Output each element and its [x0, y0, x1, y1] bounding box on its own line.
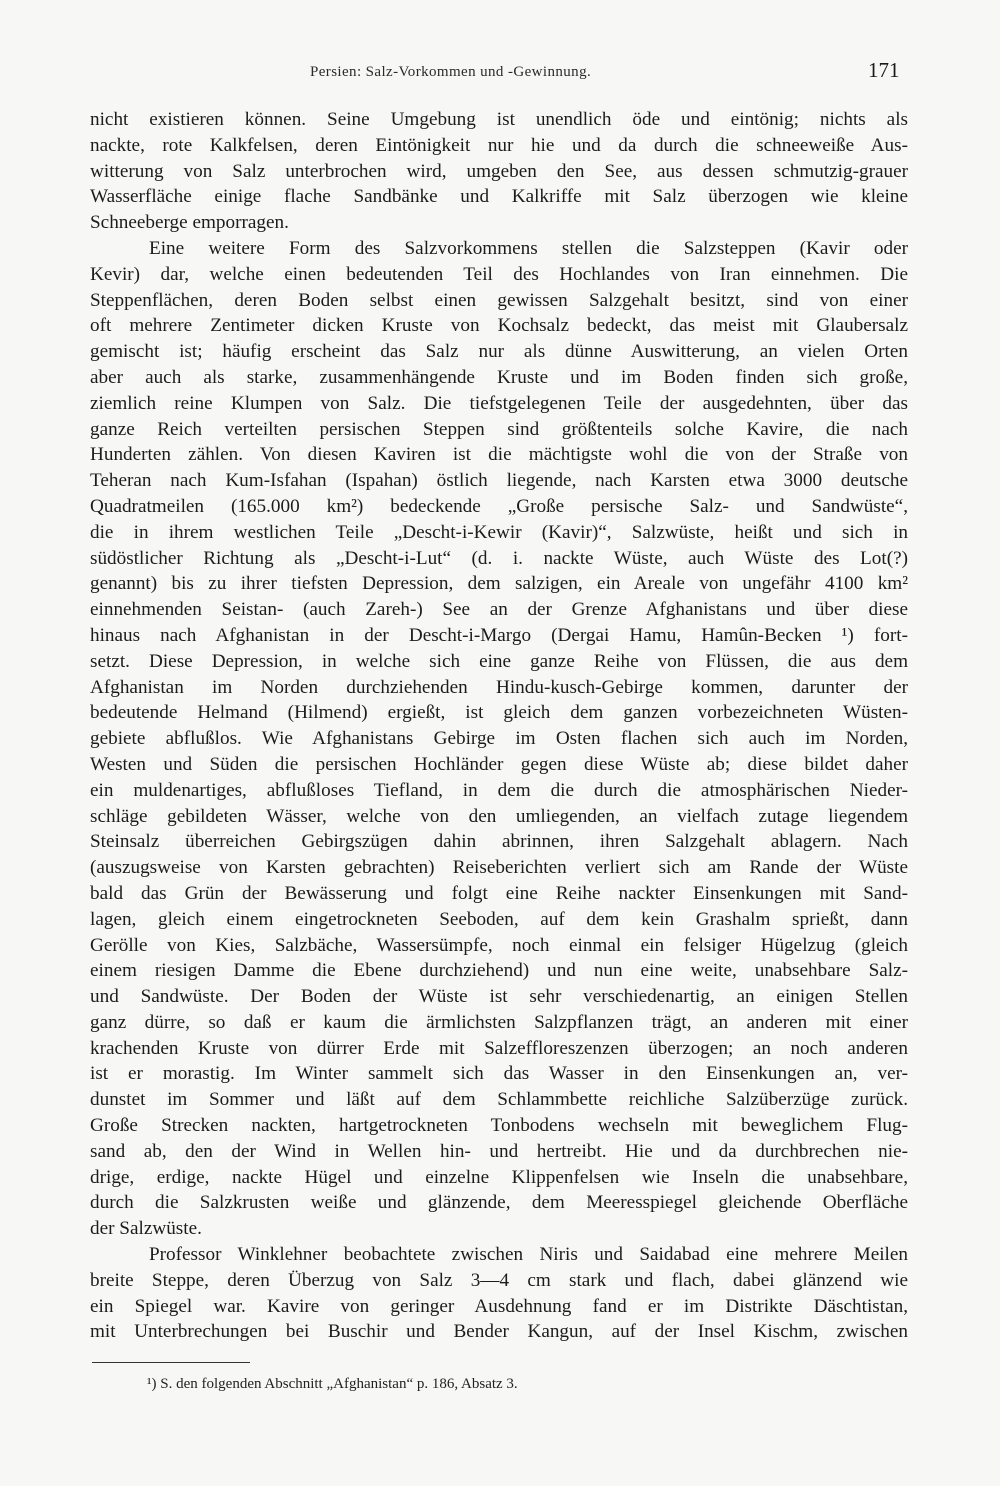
text-line: mit Unterbrechungen bei Buschir und Bender Kangun, auf der Insel Kischm, zwischen	[90, 1321, 908, 1343]
running-head: Persien: Salz-Vorkommen und -Gewinnung.	[310, 64, 592, 80]
text-line: (auszugsweise von Karsten gebrachten) Reiseberichten verliert sich am Rande der Wüste	[90, 857, 908, 879]
text-line: ist er morastig. Im Winter sammelt sich das Wasser in den Einsenkungen an, ver-	[90, 1063, 908, 1085]
footnote-divider	[92, 1362, 250, 1363]
text-line: krachenden Kruste von dürrer Erde mit Salzeffloreszenzen überzogen; an noch anderen	[90, 1037, 908, 1059]
text-line: gemischt ist; häufig erscheint das Salz nur als dünne Auswitterung, an vielen Orten	[90, 341, 908, 363]
text-line: Teheran nach Kum-Isfahan (Ispahan) östlich liegende, nach Karsten etwa 3000 deutsche	[90, 470, 908, 492]
text-line: die in ihrem westlichen Teile „Descht-i-Kewir (Kavir)“, Salzwüste, heißt und sich in	[90, 521, 908, 543]
text-line: Hunderten zählen. Von diesen Kaviren ist die mächtigste wohl die von der Straße von	[90, 444, 908, 466]
text-line: Westen und Süden die persischen Hochländer gegen diese Wüste ab; diese bildet daher	[90, 753, 908, 775]
text-line: einem riesigen Damme die Ebene durchziehend) und nun eine weite, unabsehbare Salz-	[90, 960, 908, 982]
text-line: Große Strecken nackten, hartgetrockneten Tonbodens wechseln mit beweglichem Flug-	[90, 1115, 908, 1137]
text-line: sand ab, den der Wind in Wellen hin- und hertreibt. Hie und da durchbrechen nie-	[90, 1140, 908, 1162]
text-line: witterung von Salz unterbrochen wird, umgeben den See, aus dessen schmutzig-grauer	[90, 160, 908, 182]
body-text	[90, 107, 908, 1345]
text-line: Professor Winklehner beobachtete zwischen Niris und Saidabad eine mehrere Meilen	[149, 1244, 908, 1266]
text-line: ganze Reich verteilten persischen Steppen sind größtenteils solche Kavire, die nach	[90, 418, 908, 440]
text-line: der Salzwüste.	[90, 1218, 202, 1240]
text-line: hinaus nach Afghanistan in der Descht-i-Margo (Dergai Hamu, Hamûn-Becken ¹) fort-	[90, 624, 908, 646]
text-line: bedeutende Helmand (Hilmend) ergießt, ist gleich dem ganzen vorbezeichneten Wüsten-	[90, 702, 908, 724]
text-line: genannt) bis zu ihrer tiefsten Depression, dem salzigen, ein Areale von ungefähr 4100 km²	[90, 573, 908, 595]
text-line: dunstet im Sommer und läßt auf dem Schlammbette reichliche Salzüberzüge zurück.	[90, 1089, 908, 1111]
footnote: ¹) S. den folgenden Abschnitt „Afghanistan“ p. 186, Absatz 3.	[147, 1376, 518, 1392]
text-line: durch die Salzkrusten weiße und glänzende, dem Meeresspiegel gleichende Oberfläche	[90, 1192, 908, 1214]
text-line: nicht existieren können. Seine Umgebung ist unendlich öde und eintönig; nichts als	[90, 109, 908, 130]
text-line: Afghanistan im Norden durchziehenden Hindu-kusch-Gebirge kommen, darunter der	[90, 676, 908, 698]
text-line: Steinsalz überreichen Gebirgszügen dahin abrinnen, ihren Salzgehalt ablagern. Nach	[90, 831, 908, 853]
text-line: ein Spiegel war. Kavire von geringer Ausdehnung fand er im Distrikte Däschtistan,	[90, 1295, 908, 1317]
text-line: Quadratmeilen (165.000 km²) bedeckende „Große persische Salz- und Sandwüste“,	[90, 495, 908, 517]
text-line: einnehmenden Seistan- (auch Zareh-) See an der Grenze Afghanistans und über diese	[90, 599, 908, 621]
text-line: oft mehrere Zentimeter dicken Kruste von Kochsalz bedeckt, das meist mit Glaubersalz	[90, 315, 908, 337]
text-line: Gerölle von Kies, Salzbäche, Wassersümpfe, noch einmal ein felsiger Hügelzug (gleich	[90, 934, 908, 956]
text-line: ziemlich reine Klumpen von Salz. Die tiefstgelegenen Teile der ausgedehnten, über das	[90, 392, 908, 414]
text-line: breite Steppe, deren Überzug von Salz 3—4 cm stark und flach, dabei glänzend wie	[90, 1269, 908, 1291]
text-line: Schneeberge emporragen.	[90, 212, 289, 234]
text-line: aber auch als starke, zusammenhängende Kruste und im Boden finden sich große,	[90, 366, 908, 388]
text-line: setzt. Diese Depression, in welche sich eine ganze Reihe von Flüssen, die aus dem	[90, 650, 908, 672]
text-line: lagen, gleich einem eingetrockneten Seeboden, auf dem kein Grashalm sprießt, dann	[90, 908, 908, 930]
text-line: schläge gebildeten Wässer, welche von den umliegenden, an vielfach zutage liegendem	[90, 805, 908, 827]
text-line: bald das Grün der Bewässerung und folgt eine Reihe nackter Einsenkungen mit Sand-	[90, 882, 908, 904]
text-line: ganz dürre, so daß er kaum die ärmlichsten Salzpflanzen trägt, an anderen mit einer	[90, 1011, 908, 1033]
text-line: drige, erdige, nackte Hügel und einzelne Klippenfelsen wie Inseln die unabsehbare,	[90, 1166, 908, 1188]
text-line: Eine weitere Form des Salzvorkommens stellen die Salzsteppen (Kavir oder	[149, 237, 908, 259]
text-line: und Sandwüste. Der Boden der Wüste ist sehr verschiedenartig, an einigen Stellen	[90, 986, 908, 1008]
text-line: ein muldenartiges, abflußloses Tiefland, in dem die durch die atmosphärischen Nieder-	[90, 779, 908, 801]
text-line: südöstlicher Richtung als „Descht-i-Lut“ (d. i. nackte Wüste, auch Wüste des Lot(?)	[90, 547, 908, 569]
text-line: Kevir) dar, welche einen bedeutenden Teil des Hochlandes von Iran einnehmen. Die	[90, 263, 908, 285]
page-number: 171	[868, 58, 900, 82]
text-line: Wasserfläche einige flache Sandbänke und Kalkriffe mit Salz überzogen wie kleine	[90, 186, 908, 208]
text-line: Steppenflächen, deren Boden selbst einen gewissen Salzgehalt besitzt, sind von einer	[90, 289, 908, 311]
text-line: nackte, rote Kalkfelsen, deren Eintönigkeit nur hie und da durch die schneeweiße Aus-	[90, 134, 908, 156]
text-line: gebiete abflußlos. Wie Afghanistans Gebirge im Osten flachen sich auch im Norden,	[90, 728, 908, 750]
